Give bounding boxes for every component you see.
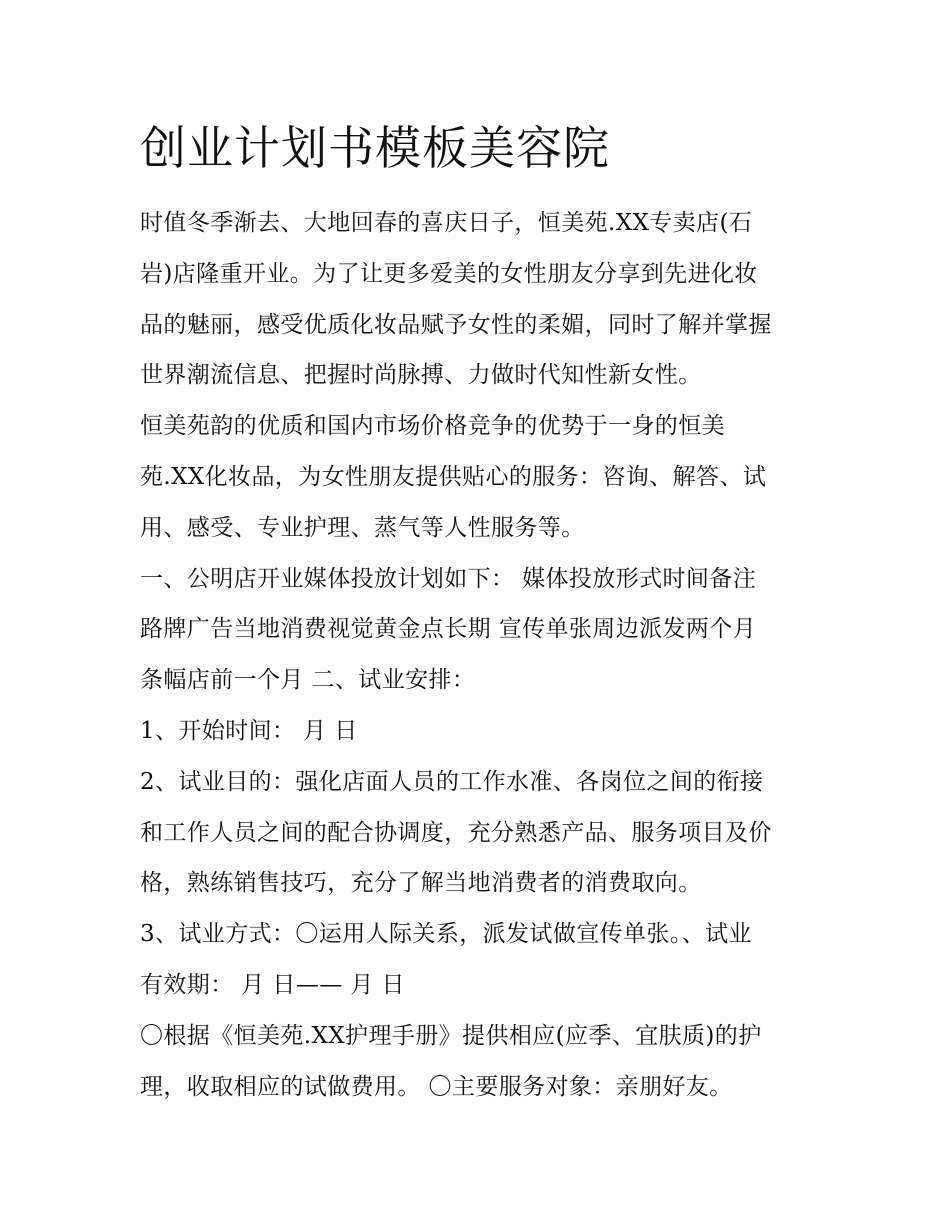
text-line: 岩)店隆重开业。为了让更多爱美的女性朋友分享到先进化妆 — [140, 260, 758, 287]
text-line: 有效期： 月 日—— 月 日 — [140, 971, 405, 998]
text-line: 苑.XX化妆品，为女性朋友提供贴心的服务：咨询、解答、试 — [140, 463, 767, 490]
text-line: 理，收取相应的试做费用。 〇主要服务对象：亲朋好友。 — [140, 1073, 733, 1100]
document-title: 创业计划书模板美容院 — [140, 121, 610, 175]
text-line: 2、试业目的：强化店面人员的工作水准、各岗位之间的衔接 — [140, 768, 764, 795]
text-line: 和工作人员之间的配合协调度，充分熟悉产品、服务项目及价 — [140, 819, 772, 846]
text-line: 〇根据《恒美苑.XX护理手册》提供相应(应季、宜肤质)的护 — [140, 1022, 762, 1049]
text-line: 格，熟练销售技巧，充分了解当地消费者的消费取向。 — [140, 870, 702, 897]
text-line: 3、试业方式：〇运用人际关系，派发试做宣传单张。、试业 — [140, 921, 752, 948]
text-line: 条幅店前一个月 二、试业安排： — [140, 667, 476, 694]
text-line: 用、感受、专业护理、蒸气等人性服务等。 — [140, 514, 585, 541]
text-line: 品的魅丽，感受优质化妆品赋予女性的柔媚，同时了解并掌握 — [140, 311, 772, 338]
text-line: 1、开始时间： 月 日 — [140, 717, 358, 744]
document-page — [140, 112, 840, 1112]
text-line: 一、公明店开业媒体投放计划如下： 媒体投放形式时间备注 — [140, 565, 757, 592]
document-body — [140, 198, 840, 1112]
text-line: 路牌广告当地消费视觉黄金点长期 宣传单张周边派发两个月 — [140, 616, 757, 643]
text-line: 时值冬季渐去、大地回春的喜庆日子，恒美苑.XX专卖店(石 — [140, 210, 753, 236]
text-line: 恒美苑韵的优质和国内市场价格竞争的优势于一身的恒美 — [140, 413, 725, 440]
text-line: 世界潮流信息、把握时尚脉搏、力做时代知性新女性。 — [140, 362, 702, 389]
